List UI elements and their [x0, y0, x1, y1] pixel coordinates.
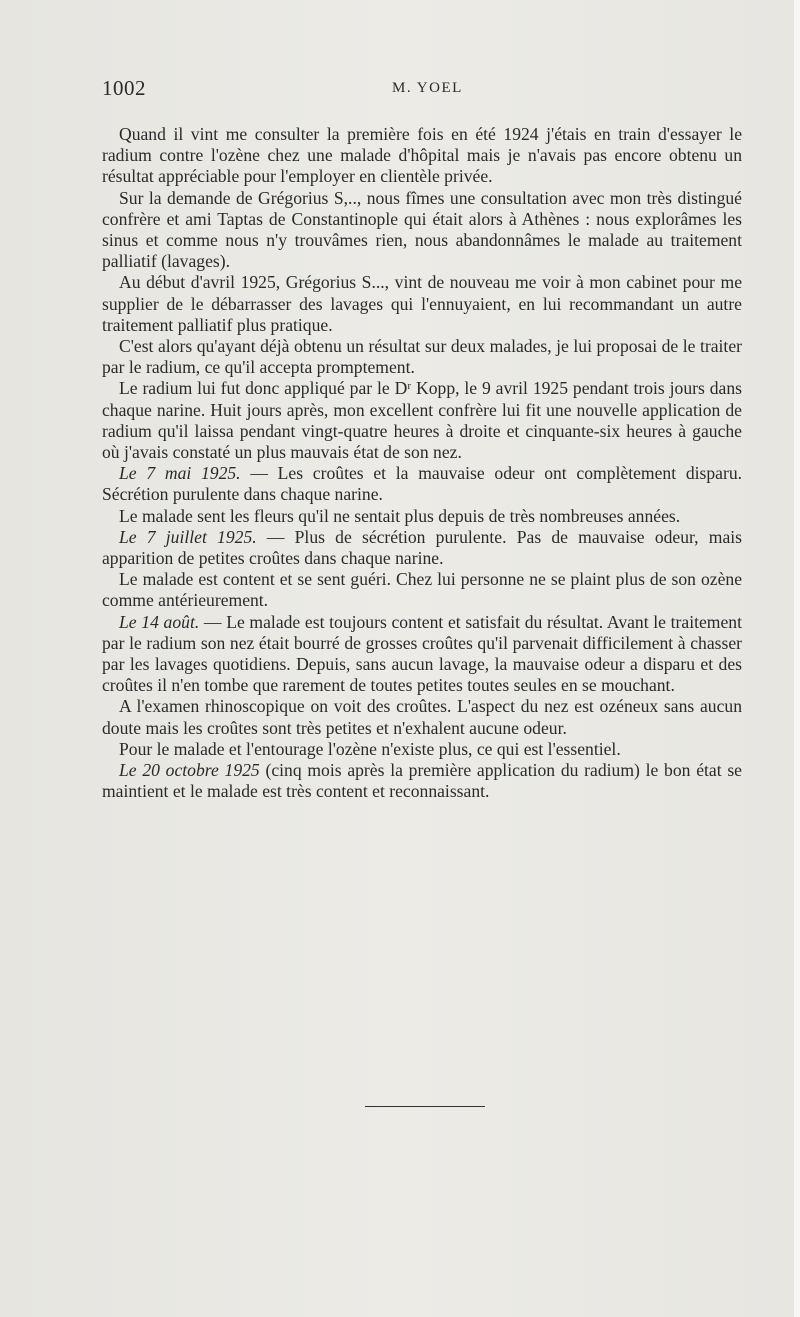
- page-edge: [794, 0, 800, 1317]
- paragraph: Pour le malade et l'entourage l'ozène n'existe plus, ce qui est l'essentiel.: [119, 738, 621, 759]
- paragraph: Sur la demande de Grégorius S,.., nous fîmes une consultation avec mon très distingué confrère et ami Taptas de Constantinople qui était alors à Athènes : nous explorâmes les sinus et comme nous n'y trouvâmes rien, nous abandonnâmes le malade au traitement palliatif (lavages).: [102, 187, 742, 272]
- body-text: [102, 124, 742, 803]
- entry-date: Le 20 octobre 1925: [119, 760, 260, 781]
- paragraph: Le malade est content et se sent guéri. Chez lui personne ne se plaint plus de son ozène comme antérieurement.: [102, 569, 742, 611]
- paragraph: Le radium lui fut donc appliqué par le Dʳ Kopp, le 9 avril 1925 pendant trois jours dans chaque narine. Huit jours après, mon excellent confrère lui fit une nouvelle application de radium qu'il laissa pendant vingt-quatre heures à droite et cinquante-six heures à gauche où j'avais constaté un plus mauvais état de son nez.: [102, 378, 742, 463]
- paragraph: A l'examen rhinoscopique on voit des croûtes. L'aspect du nez est ozéneux sans aucun doute mais les croûtes sont très petites et n'exhalent aucune odeur.: [102, 696, 742, 738]
- paragraph: C'est alors qu'ayant déjà obtenu un résultat sur deux malades, je lui proposai de le traiter par le radium, ce qu'il accepta promptement.: [102, 336, 742, 378]
- paragraph: Le 14 août. — Le malade est toujours content et satisfait du résultat. Avant le traitement par le radium son nez était bourré de grosses croûtes qu'il parvenait difficilement à chasser par les lavages quotidiens. Depuis, sans aucun lavage, la mauvaise odeur a disparu et des croûtes il n'en tombe que rarement de toutes petites toutes seules en se mouchant.: [102, 611, 742, 696]
- entry-date: Le 7 juillet 1925.: [119, 526, 257, 547]
- paragraph: Le 7 mai 1925. — Les croûtes et la mauvaise odeur ont complètement disparu. Sécrétion purulente dans chaque narine.: [102, 463, 743, 505]
- entry-date: Le 7 mai 1925.: [119, 463, 241, 484]
- section-end-rule: [365, 1106, 485, 1107]
- paragraph: Le 20 octobre 1925 (cinq mois après la première application du radium) le bon état se maintient et le malade est très content et reconnaissant.: [102, 760, 742, 802]
- page-header: [102, 76, 742, 106]
- paragraph: Au début d'avril 1925, Grégorius S..., vint de nouveau me voir à mon cabinet pour me supplier de le débarrasser des lavages qui l'ennuyaient, en lui recommandant un autre traitement palliatif plus pratique.: [102, 272, 742, 335]
- entry-date: Le 14 août.: [119, 611, 200, 632]
- paragraph: Le 7 juillet 1925. — Plus de sécrétion purulente. Pas de mauvaise odeur, mais apparition de petites croûtes dans chaque narine.: [102, 526, 743, 569]
- paragraph: Le malade sent les fleurs qu'il ne sentait plus depuis de très nombreuses années.: [119, 505, 681, 526]
- running-head: M. YOEL: [392, 80, 463, 96]
- paragraph: Quand il vint me consulter la première fois en été 1924 j'étais en train d'essayer le radium contre l'ozène chez une malade d'hôpital mais je n'avais pas encore obtenu un résultat appréciable pour l'employer en clientèle privée.: [102, 124, 742, 187]
- page-number: 1002: [102, 76, 146, 100]
